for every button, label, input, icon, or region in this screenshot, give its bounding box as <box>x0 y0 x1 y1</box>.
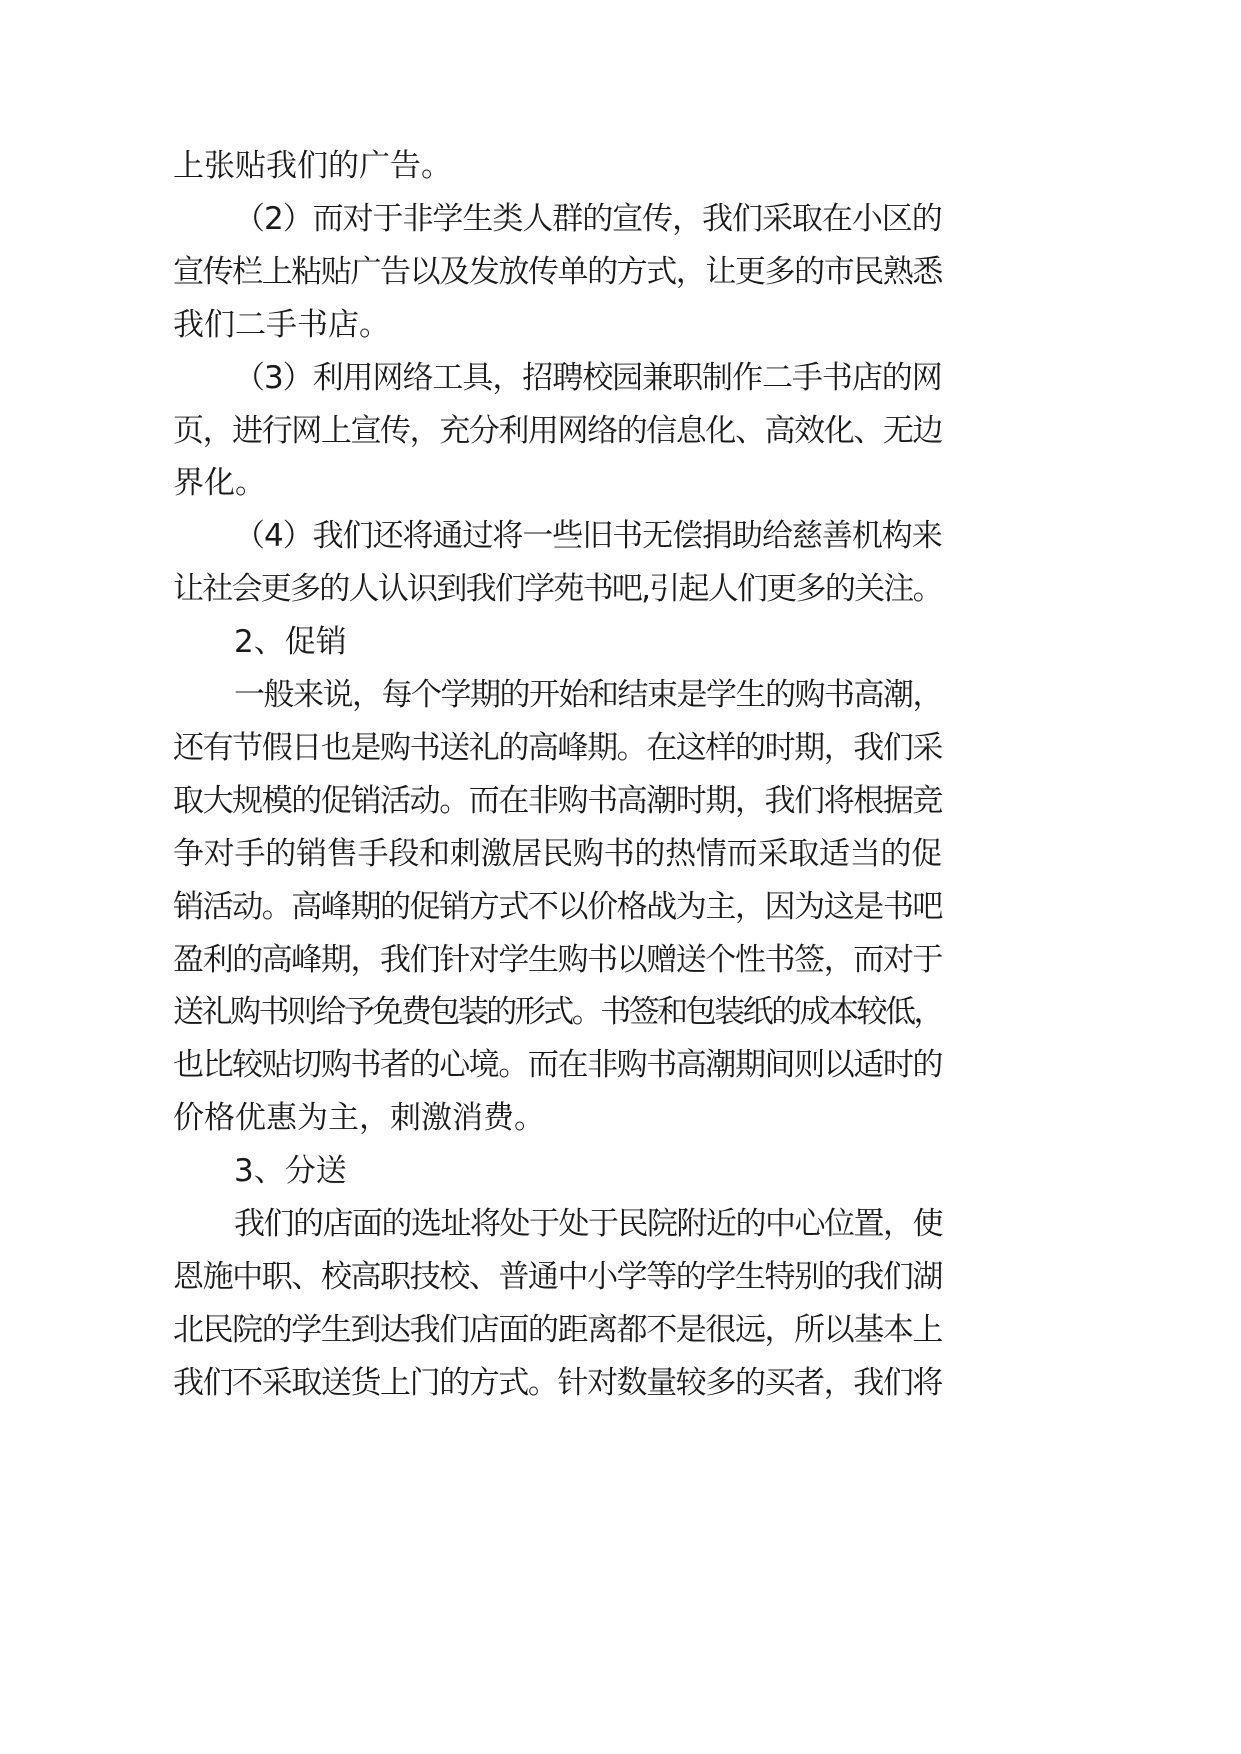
text-line: 我们不采取送货上门的方式。针对数量较多的买者，我们将 <box>173 1365 942 1401</box>
text-line: 价格优惠为主，刺激消费。 <box>173 1100 545 1136</box>
text-line: 界化。 <box>173 465 266 501</box>
text-line: 还有节假日也是购书送礼的高峰期。在这样的时期，我们采 <box>173 730 942 766</box>
text-line: 取大规模的促销活动。而在非购书高潮时期，我们将根据竞 <box>173 783 942 819</box>
text-line: 上张贴我们的广告。 <box>173 148 452 184</box>
text-line: 盈利的高峰期，我们针对学生购书以赠送个性书签，而对于 <box>173 942 942 978</box>
text-line: （2）而对于非学生类人群的宣传，我们采取在小区的 <box>234 201 942 237</box>
text-line: 让社会更多的人认识到我们学苑书吧,引起人们更多的关注。 <box>173 571 942 607</box>
text-line: （4）我们还将通过将一些旧书无偿捐助给慈善机构来 <box>234 518 942 554</box>
text-line: 宣传栏上粘贴广告以及发放传单的方式，让更多的市民熟悉 <box>173 254 942 290</box>
text-line: 页，进行网上宣传，充分利用网络的信息化、高效化、无边 <box>173 413 942 449</box>
text-line: 一般来说，每个学期的开始和结束是学生的购书高潮， <box>234 677 942 713</box>
section-heading: 2、促销 <box>234 624 347 660</box>
text-line: 销活动。高峰期的促销方式不以价格战为主，因为这是书吧 <box>173 889 942 925</box>
text-line: 恩施中职、校高职技校、普通中小学等的学生特别的我们湖 <box>173 1259 942 1295</box>
text-line: 我们二手书店。 <box>173 307 390 343</box>
text-line: 我们的店面的选址将处于处于民院附近的中心位置，使 <box>234 1206 942 1242</box>
text-line: 也比较贴切购书者的心境。而在非购书高潮期间则以适时的 <box>173 1047 942 1083</box>
text-line: 送礼购书则给予免费包装的形式。书签和包装纸的成本较低， <box>173 994 942 1030</box>
text-line: 北民院的学生到达我们店面的距离都不是很远，所以基本上 <box>173 1312 942 1348</box>
section-heading: 3、分送 <box>234 1153 347 1189</box>
text-line: 争对手的销售手段和刺激居民购书的热情而采取适当的促 <box>173 836 942 872</box>
text-line: （3）利用网络工具，招聘校园兼职制作二手书店的网 <box>234 360 942 396</box>
